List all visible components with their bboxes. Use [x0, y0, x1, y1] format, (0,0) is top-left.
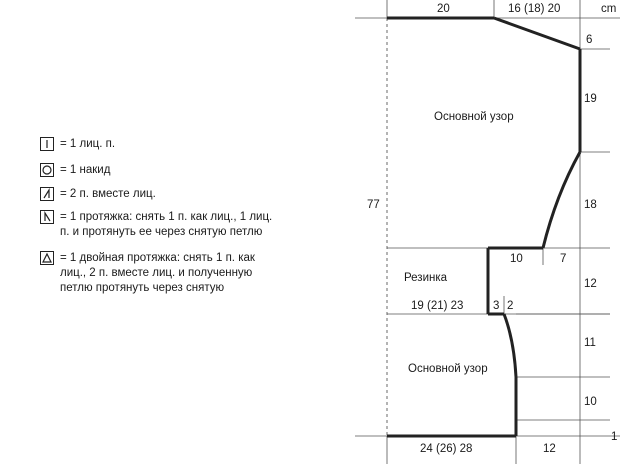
shoulder-drop: 6: [586, 34, 593, 46]
armhole-height: 18: [584, 199, 597, 211]
upper-height: 19: [584, 93, 597, 105]
legend-text-double-decrease: = 1 двойная протяжка: снять 1 п. как лиц., 2 п. вместе лиц. и полученную петлю протянуть через снятую: [60, 252, 255, 294]
step-right: 2: [507, 300, 514, 312]
unit-label: cm: [601, 3, 617, 15]
rib-label: Резинка: [404, 272, 448, 284]
top-left-width: 20: [437, 3, 450, 15]
rib-height: 12: [584, 278, 597, 290]
lower-height-2: 10: [584, 396, 597, 408]
armhole-width-left: 10: [510, 253, 523, 265]
rib-width: 19 (21) 23: [411, 300, 464, 312]
hem-height: 1: [611, 431, 618, 443]
legend-text-k2tog: = 2 п. вместе лиц.: [60, 188, 156, 200]
main-pattern-upper-label: Основной узор: [434, 111, 514, 123]
top-right-width: 16 (18) 20: [508, 3, 561, 15]
bottom-width: 24 (26) 28: [420, 443, 473, 455]
legend-text-knit: = 1 лиц. п.: [60, 138, 116, 150]
step-left: 3: [493, 300, 500, 312]
total-height: 77: [367, 199, 380, 211]
legend-text-slip-decrease: = 1 протяжка: снять 1 п. как лиц., 1 лиц. п. и протянуть ее через снятую петлю: [60, 211, 273, 238]
main-pattern-lower-label: Основной узор: [408, 363, 488, 375]
legend-text-yarn-over: = 1 накид: [60, 164, 111, 176]
armhole-width-right: 7: [560, 253, 567, 265]
lower-height-1: 11: [584, 337, 596, 349]
bottom-right-width: 12: [543, 443, 556, 455]
